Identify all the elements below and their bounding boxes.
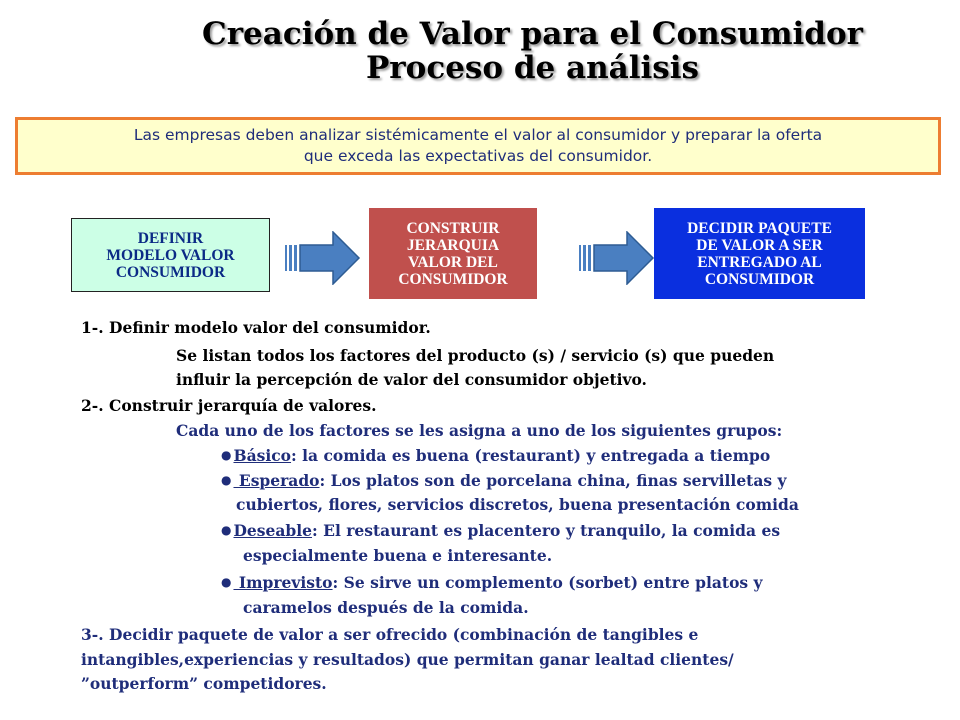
bullet-text: : Se sirve un complemento (sorbet) entre platos y xyxy=(332,573,763,592)
box-line: CONSTRUIR xyxy=(406,219,500,237)
step-box-decide xyxy=(654,208,865,299)
box-line: CONSUMIDOR xyxy=(398,270,508,288)
step2-desc-line: Cada uno de los factores se les asigna a uno de los siguientes grupos: xyxy=(176,421,783,440)
slide-subtitle: Proceso de análisis xyxy=(366,50,699,86)
box-line: DEFINIR xyxy=(137,229,204,247)
step1-desc-line-2: influir la percepción de valor del consumidor objetivo. xyxy=(176,370,647,389)
bullet-term: Esperado xyxy=(233,471,320,490)
box-line: CONSUMIDOR xyxy=(115,263,226,281)
bullet-dot-icon: ● xyxy=(221,448,232,462)
step2-heading: 2-. Construir jerarquía de valores. xyxy=(81,396,377,415)
bullet-term: Imprevisto xyxy=(233,573,333,592)
step-box-define xyxy=(71,218,270,292)
box-line: JERARQUIA xyxy=(406,236,500,254)
bullet-dot-icon: ● xyxy=(221,473,232,487)
bullet-text: : la comida es buena (restaurant) y entregada a tiempo xyxy=(291,446,771,465)
step-box-build xyxy=(369,208,537,299)
bullet-esperado xyxy=(221,471,787,490)
bullet-term: Deseable xyxy=(233,521,313,540)
step3-line-2: intangibles,experiencias y resultados) que permitan ganar lealtad clientes/ xyxy=(81,650,734,669)
bullet-imprevisto-cont: caramelos después de la comida. xyxy=(243,598,529,617)
slide-title: Creación de Valor para el Consumidor xyxy=(202,16,863,52)
bullet-deseable xyxy=(221,521,780,540)
bullet-basico xyxy=(221,446,770,465)
bullet-dot-icon: ● xyxy=(221,523,232,537)
intro-line-2: que exceda las expectativas del consumidor. xyxy=(303,147,653,165)
box-line: CONSUMIDOR xyxy=(704,270,815,288)
box-line: DECIDIR PAQUETE xyxy=(687,219,832,237)
box-line: ENTREGADO AL xyxy=(697,253,822,271)
bullet-text: : Los platos son de porcelana china, finas servilletas y xyxy=(319,471,787,490)
bullet-dot-icon: ● xyxy=(221,575,232,589)
step3-line-3: ”outperform” competidores. xyxy=(81,674,327,693)
intro-callout xyxy=(15,117,941,175)
bullet-imprevisto xyxy=(221,573,763,592)
box-line: VALOR DEL xyxy=(408,253,498,271)
step3-line-1: 3-. Decidir paquete de valor a ser ofrecido (combinación de tangibles e xyxy=(81,625,699,644)
box-line: DE VALOR A SER xyxy=(696,236,823,254)
step1-heading: 1-. Definir modelo valor del consumidor. xyxy=(81,318,431,337)
bullet-esperado-cont: cubiertos, flores, servicios discretos, buena presentación comida xyxy=(236,495,799,514)
bullet-term: Básico xyxy=(233,446,292,465)
intro-line-1: Las empresas deben analizar sistémicamente el valor al consumidor y preparar la oferta xyxy=(133,126,823,144)
step1-desc-line-1: Se listan todos los factores del producto (s) / servicio (s) que pueden xyxy=(176,346,775,365)
right-arrow-icon xyxy=(285,231,361,285)
right-arrow-icon xyxy=(579,231,655,285)
box-line: MODELO VALOR xyxy=(106,246,235,264)
bullet-deseable-cont: especialmente buena e interesante. xyxy=(243,546,553,565)
bullet-text: : El restaurant es placentero y tranquilo, la comida es xyxy=(312,521,781,540)
